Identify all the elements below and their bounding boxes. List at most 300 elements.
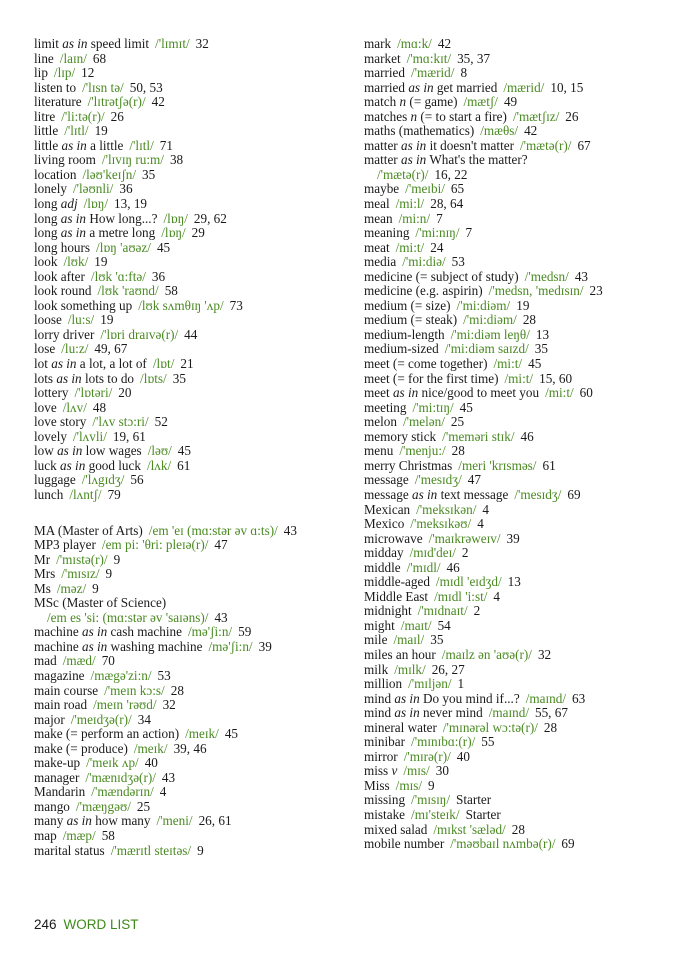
entry-pronunciation: /'medsn, 'medɪsɪn/ [488,283,584,299]
entry-pronunciation: /mə'ʃi:n/ [208,638,253,654]
word-entry [364,226,694,241]
entry-usage-label: adj [60,196,78,212]
entry-pages: 63 [571,690,586,706]
entry-headword: mixed salad [364,821,428,837]
entry-pages: 28 [451,443,465,459]
entry-pronunciation: /'meksɪkəʊ/ [410,516,472,532]
entry-pronunciation: /lɒŋ/ [83,196,109,212]
entry-context: How long...? [89,210,158,226]
entry-pronunciation: /'mi:nɪŋ/ [415,225,460,241]
entry-pronunciation: /'mɪsɪz/ [61,566,100,582]
entry-headword: Ms [34,580,51,596]
entry-pages: 20 [118,385,132,401]
entry-pronunciation: /'lʌv stɔ:ri/ [92,414,149,430]
entry-pages: 68 [92,50,107,66]
entry-headword: mobile number [364,836,445,852]
entry-headword: many [34,813,64,829]
entry-context: good luck [88,457,141,473]
entry-pronunciation: /lu:s/ [67,312,95,328]
word-entry [34,226,354,241]
entry-headword: lovely [34,428,67,444]
entry-usage-label: as in [60,457,86,473]
entry-pages: 60 [579,385,593,401]
entry-headword: Middle East [364,588,429,604]
entry-pronunciation: /'lɒri draɪvə(r)/ [100,326,179,342]
entry-usage-label: as in [60,210,87,226]
entry-pages: 45 [224,726,238,742]
entry-pronunciation: /'meksɪkən/ [416,501,477,517]
entry-pages: 19 [100,312,114,328]
entry-pages: 35 [430,632,444,648]
entry-pronunciation: /lɒts/ [140,370,167,386]
entry-headword: luggage [34,472,76,488]
entry-pronunciation: /maɪt/ [400,617,432,633]
entry-pages: 67 [577,137,591,153]
entry-pages: 49 [503,94,518,110]
entry-headword: long [34,210,58,226]
entry-pages: 49, 67 [94,341,128,357]
entry-usage-label: as in [51,356,77,372]
word-entry [34,829,354,844]
entry-headword: lonely [34,181,67,197]
word-entry [34,771,354,786]
entry-pronunciation: /mɪdl 'i:st/ [434,588,488,604]
entry-context: low wages [85,443,142,459]
entry-pages: 7 [465,225,473,241]
entry-pages: 8 [460,65,468,81]
entry-headword: lunch [34,486,64,502]
entry-pronunciation: /'mærɪtl steɪtəs/ [110,842,192,858]
entry-headword: matter [364,137,398,153]
entry-headword: medium (= steak) [364,312,458,328]
entry-pronunciation: /em es 'si: (mɑ:stər əv 'saɪəns)/ [47,609,209,625]
entry-headword: mind [364,690,392,706]
entry-pages: 26 [565,108,579,124]
entry-headword: lots [34,370,54,386]
entry-pages: 12 [81,65,95,81]
entry-pages: 42 [524,123,538,139]
entry-pronunciation: /'mætə(r)/ [377,166,429,182]
entry-usage-label: as in [60,225,87,241]
word-entry [34,386,354,401]
word-entry [364,692,694,707]
entry-headword: love story [34,414,87,430]
entry-pronunciation: /lɒt/ [152,356,175,372]
entry-headword: million [364,676,403,692]
entry-pronunciation: /meɪn 'rəʊd/ [93,697,157,713]
entry-pronunciation: /mi:t/ [493,356,523,372]
entry-pages: 54 [437,617,451,633]
entry-context: nice/good to meet you [421,385,540,401]
entry-pronunciation: /'mɪstə(r)/ [56,551,108,567]
entry-pages: 2 [461,545,469,561]
entry-pages: 47 [214,537,228,553]
entry-pages: 39 [258,638,272,654]
entry-headword: mirror [364,748,398,764]
word-entry [364,299,694,314]
entry-pages: 13 [535,326,550,342]
entry-context: What's the matter? [429,152,528,168]
entry-headword: mango [34,798,70,814]
word-entry [34,524,354,539]
entry-headword: mean [364,210,393,226]
entry-headword: midday [364,545,404,561]
entry-headword: medium-sized [364,341,439,357]
entry-headword: limit [34,36,59,51]
entry-headword: Mr [34,551,51,567]
entry-headword: lot [34,356,48,372]
entry-pages: 7 [436,210,443,226]
entry-pages: 9 [428,777,435,793]
entry-headword: mile [364,632,388,648]
entry-pronunciation: /mi:n/ [398,210,431,226]
entry-pronunciation: /lɒŋ/ [163,210,188,226]
entry-pronunciation: /mi:t/ [395,239,425,255]
entry-usage-label: as in [66,813,92,829]
word-entry [364,66,694,81]
entry-pages: 44 [184,326,198,342]
entry-pronunciation: /'menju:/ [399,443,446,459]
entry-headword: midnight [364,603,412,619]
entry-context: a little [90,137,124,153]
entry-usage-label: n [399,94,407,110]
entry-context: a metre long [89,225,156,241]
word-entry [34,255,354,270]
entry-headword: miles an hour [364,646,436,662]
entry-pages: 39 [506,530,520,546]
word-entry [364,837,694,852]
entry-pages: 35 [172,370,186,386]
entry-context: cash machine [110,624,182,640]
entry-pages: 69 [561,836,575,852]
word-entry [364,633,694,648]
entry-pronunciation: /'mɪrə(r)/ [403,748,451,764]
entry-pages: 30 [435,763,449,779]
entry-pronunciation: /lu:z/ [61,341,89,357]
word-entry [364,255,694,270]
entry-headword: low [34,443,54,459]
entry-pronunciation: /məz/ [56,580,87,596]
entry-pages: 42 [437,36,452,51]
entry-headword: mineral water [364,719,437,735]
entry-headword: make (= produce) [34,740,128,756]
word-entry [34,844,354,859]
word-entry [34,110,354,125]
entry-usage-label: as in [400,152,427,168]
entry-headword: meet (= for the first time) [364,370,499,386]
entry-pages: 43 [214,609,228,625]
entry-pages: 48 [92,399,107,415]
entry-headword: long hours [34,239,91,255]
word-entry [34,313,354,328]
entry-headword: luck [34,457,57,473]
entry-headword: line [34,50,54,66]
word-entry [364,677,694,692]
entry-pronunciation: /maɪnd/ [525,690,566,706]
entry-pronunciation: /meri 'krɪsməs/ [458,457,537,473]
entry-pages: 26 [110,108,124,124]
entry-usage-label: as in [81,624,108,640]
entry-pages: 35 [534,341,548,357]
entry-pronunciation: /'mɪljən/ [408,676,452,692]
word-entry [34,357,354,372]
entry-pronunciation: /lʌntʃ/ [69,486,102,502]
entry-pages: 9 [113,551,121,567]
entry-headword: Mandarin [34,784,86,800]
entry-pronunciation: /'lʌgɪdʒ/ [81,472,125,488]
entry-headword: machine [34,638,79,654]
entry-pages: 32 [162,697,176,713]
entry-usage-label: v [391,763,398,779]
entry-pronunciation: /'lɪtl/ [129,137,154,153]
entry-pronunciation: /mærid/ [503,79,545,95]
entry-pronunciation: /'mi:diəm/ [456,297,511,313]
entry-headword: Mrs [34,566,56,582]
entry-usage-label: as in [411,486,438,502]
entry-pronunciation: /'mɪnɪbɑ:(r)/ [411,734,476,750]
entry-pronunciation: /'mɪdl/ [406,559,441,575]
word-entry [364,590,694,605]
entry-context: (= to start a fire) [420,108,507,124]
entry-pronunciation: /'lɒtəri/ [74,385,113,401]
entry-pages: 9 [197,842,204,858]
entry-pronunciation: /lʌk/ [146,457,172,473]
entry-usage-label: as in [394,690,420,706]
entry-pronunciation: /'maɪkrəweɪv/ [428,530,501,546]
word-entry [364,764,694,779]
entry-pages: 43 [574,268,588,284]
entry-headword: missing [364,792,406,808]
entry-headword: main road [34,697,88,713]
entry-usage-label: as in [62,36,88,51]
word-entry [364,81,694,96]
entry-headword: married [364,79,406,95]
entry-headword: medicine (e.g. aspirin) [364,283,483,299]
entry-pages: 16, 22 [434,166,468,182]
entry-usage-label: as in [400,137,427,153]
word-entry [34,727,354,742]
word-entry [364,110,694,125]
entry-headword: manager [34,769,80,785]
entry-pages: 50, 53 [129,79,163,95]
entry-pronunciation: /'məʊbaɪl nʌmbə(r)/ [450,836,556,852]
entry-usage-label: as in [57,443,83,459]
word-entry [34,168,354,183]
entry-headword: medium-length [364,326,445,342]
entry-headword: medicine (= subject of study) [364,268,519,284]
entry-pronunciation: /lɒŋ 'aʊəz/ [96,239,151,255]
entry-pronunciation: /meɪk/ [133,740,168,756]
entry-context: a lot, a lot of [79,356,147,372]
entry-pages: 47 [467,472,481,488]
section-gap [34,503,354,524]
entry-pages: 4 [493,588,501,604]
entry-pages: 2 [473,603,481,619]
word-entry [34,415,354,430]
entry-pages: 43 [161,769,176,785]
entry-pages: 19 [94,123,108,139]
entry-pronunciation: /'mi:diəm saɪzd/ [444,341,529,357]
entry-pronunciation: /'lɪmɪt/ [155,36,190,51]
word-entry [364,546,694,561]
entry-usage-label: n [410,108,418,124]
entry-pages: 32 [537,646,552,662]
entry-headword: little [34,123,59,139]
word-entry [364,663,694,678]
entry-headword: long [34,225,58,241]
word-entry [34,124,354,139]
entry-pages: 39, 46 [173,740,207,756]
word-entry [34,698,354,713]
entry-pronunciation: /'meɪbi/ [405,181,445,197]
entry-pages: 40 [456,748,470,764]
entry-pages: 28, 64 [430,196,464,212]
entry-headword: media [364,254,397,270]
entry-headword: living room [34,152,96,168]
entry-pronunciation: /'lɪtrətʃə(r)/ [87,94,146,110]
word-entry [34,473,354,488]
entry-headword: maths (mathematics) [364,123,475,139]
entry-pronunciation: /lʊk/ [63,254,89,270]
entry-headword: middle-aged [364,574,430,590]
entry-pronunciation: /mi:l/ [395,196,425,212]
entry-pages: 9 [92,580,99,596]
entry-pages: 4 [159,784,167,800]
entry-headword: machine [34,624,79,640]
entry-usage-label: as in [56,370,82,386]
entry-headword: lottery [34,385,69,401]
word-entry [364,139,694,154]
entry-headword: lip [34,65,48,81]
entry-pages: 42 [151,94,165,110]
word-entry [34,444,354,459]
entry-headword: look something up [34,297,133,313]
entry-headword: matter [364,152,398,168]
entry-headword: lose [34,341,56,357]
entry-headword: milk [364,661,389,677]
word-entry [34,342,354,357]
word-entry [34,785,354,800]
entry-usage-label: as in [392,385,419,401]
word-entry [364,372,694,387]
entry-pronunciation: /'mɪdnaɪt/ [417,603,468,619]
entry-pronunciation: /'mɪnərəl wɔ:tə(r)/ [442,719,538,735]
word-entry [364,415,694,430]
entry-pages: 26, 61 [198,813,232,829]
word-entry [34,299,354,314]
entry-pronunciation: /mægə'zi:n/ [90,667,152,683]
word-entry [364,444,694,459]
entry-headword: might [364,617,395,633]
entry-pages: 53 [157,667,171,683]
word-entry [34,95,354,110]
entry-usage-label: as in [81,638,108,654]
entry-pronunciation: /'mi:tɪŋ/ [412,399,454,415]
entry-pronunciation: /'mænɪdʒə(r)/ [85,769,156,785]
word-entry [364,182,694,197]
entry-headword: match [364,94,397,110]
entry-pronunciation: /lʌv/ [62,399,87,415]
word-entry [34,52,354,67]
word-entry [34,66,354,81]
word-entry [364,212,694,227]
entry-headword: mad [34,653,57,669]
entry-pronunciation: /mɑ:k/ [397,36,432,51]
entry-pages: 24 [430,239,444,255]
entry-headword: meeting [364,399,407,415]
entry-headword: married [364,65,406,81]
word-entry [364,284,694,299]
entry-pages: 28 [170,682,184,698]
entry-headword: look round [34,283,92,299]
entry-pronunciation: /lʊk 'ɑ:ftə/ [90,268,146,284]
word-entry [364,604,694,619]
entry-pronunciation: /maɪlz ən 'aʊə(r)/ [441,646,532,662]
word-entry [364,241,694,256]
word-entry [34,625,354,640]
entry-pages: 32 [195,36,209,51]
entry-pronunciation: /mɪdl 'eɪdʒd/ [435,574,502,590]
word-entry [364,473,694,488]
word-entry [34,372,354,387]
entry-pronunciation: /mɪs/ [403,763,430,779]
word-entry [34,328,354,343]
entry-headword: mind [364,705,392,721]
entry-pronunciation: /mi:t/ [545,385,574,401]
entry-pages: 9 [105,566,113,582]
entry-pages: 26, 27 [431,661,465,677]
entry-context: Do you mind if...? [422,690,520,706]
entry-pages: 79 [107,486,121,502]
word-entry [364,779,694,794]
entry-headword: minibar [364,734,406,750]
entry-context: text message [440,486,509,502]
entry-headword: middle [364,559,401,575]
word-entry [34,538,354,553]
entry-headword: literature [34,94,82,110]
entry-pronunciation: /'mɑ:kɪt/ [406,50,452,66]
entry-context: lots to do [84,370,135,386]
entry-pages: 34 [137,711,151,727]
entry-context: speed limit [90,36,150,51]
entry-pronunciation: /'mi:diəm/ [463,312,517,328]
entry-headword: miss [364,763,389,779]
entry-pages: 4 [477,516,484,532]
word-entry [34,567,354,582]
word-entry [364,342,694,357]
entry-headword: main course [34,682,99,698]
entry-headword: MA (Master of Arts) [34,522,143,538]
entry-headword: meat [364,239,390,255]
word-list-right-column [364,37,694,852]
word-entry [364,721,694,736]
entry-headword: lorry driver [34,326,95,342]
entry-headword: map [34,827,57,843]
entry-headword: matches [364,108,408,124]
entry-pronunciation: /mætʃ/ [463,94,498,110]
word-entry [34,713,354,728]
entry-pages: 10, 15 [550,79,584,95]
word-entry [364,823,694,838]
entry-pages: 29, 62 [193,210,227,226]
entry-pronunciation: /'mɪsɪŋ/ [411,792,450,808]
word-entry [34,742,354,757]
entry-pronunciation: /'mesɪdʒ/ [514,486,562,502]
word-entry [34,401,354,416]
entry-pages: 19, 61 [112,428,146,444]
word-entry [34,814,354,829]
entry-headword: mark [364,36,392,51]
